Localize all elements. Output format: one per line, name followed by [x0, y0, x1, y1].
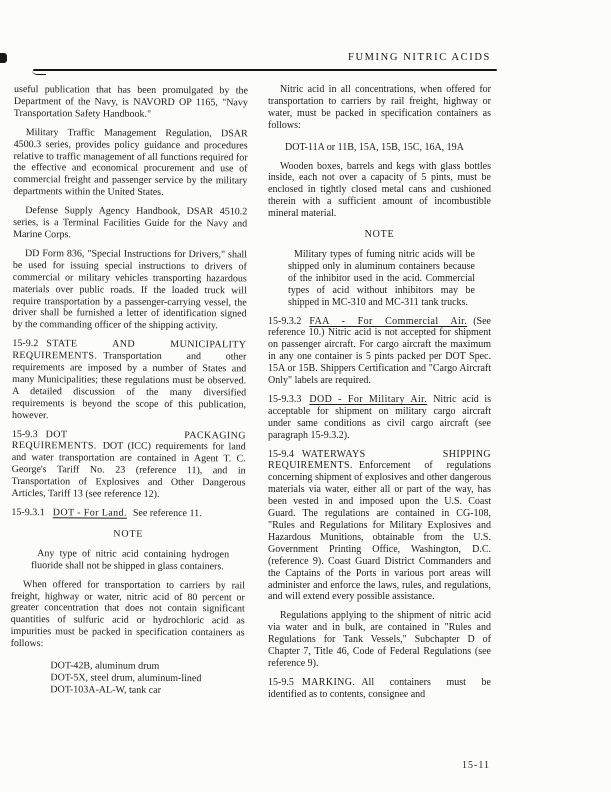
paragraph-defense-supply: Defense Supply Agency Handbook, DSAR 4510.2 series, is a Terminal Facilities Guide for the Navy and Marine Corps. — [13, 205, 248, 241]
list-item: DOT-42B, aluminum drum — [50, 660, 160, 672]
section-number: 15-9.3.1 — [11, 506, 45, 519]
paragraph-when-offered: When offered for transportation to carriers by rail freight, highway or water, nitric acid of 80 percent or greater concentration that does not contain significant quantities of sulfuric acid or hydrochloric acid as impurities must be packed in specification containers as follows: — [10, 578, 245, 650]
header-rule — [33, 69, 497, 71]
section-number: 15-9.4 — [268, 448, 294, 460]
section-number: 15-9.5 — [268, 676, 294, 688]
section-number: 15-9.2 — [12, 338, 39, 350]
section-number: 15-9.3 — [11, 428, 38, 440]
list-item: DOT-5X, steel drum, aluminum-lined — [50, 672, 202, 685]
page-number: 15-11 — [462, 760, 490, 771]
paragraph-regulations-tank-vessels: Regulations applying to the shipment of nitric acid via water and in bulk, are contained in "Rules and Regulations for Tank Vessels," Subchapter D of Chapter 7, Title 46, Code of Federal Regulations (see reference 9). — [268, 610, 491, 669]
right-column — [268, 84, 491, 701]
paragraph-military-traffic: Military Traffic Management Regulation, DSAR 4500.3 series, provides policy guidance and procedures relative to traffic management of all functions required for the effective and economical procurement and use of commercial freight and passenger service by the military departments within the United States. — [13, 126, 248, 199]
section-text: Transportation and other requirements are imposed by a number of States and many Municipalities; these regulations must be observed. A detailed discussion of the many diversified requirements is beyond the scope of this publication, however. — [11, 350, 247, 421]
section-title: FAA - For Commercial Air. — [309, 315, 468, 327]
section-15-9-3 — [11, 429, 245, 502]
section-text: Enforcement of regulations concerning shipment of explosives and other dangerous materials via water, either all or part of the way, has been vested in and imposed upon the U.S. Coast Guard. The regulations are contained in CG-108, "Rules and Regulations for Military Explosives and Hazardous Munitions, obtainable from the U.S. Government Printing Office, Washington, D.C. (reference 9). Coast Guard District Commanders and the Captains of the Ports in various port areas will administer and enforce the laws, rules, and regulations, and will extend every possible assistance. — [268, 460, 491, 603]
section-title: MARKING. — [301, 676, 356, 688]
section-15-9-3-2 — [268, 316, 491, 387]
note-label: NOTE — [364, 229, 395, 241]
section-title: DOT - For Land. — [52, 507, 127, 519]
section-15-9-2 — [12, 338, 247, 423]
section-15-9-3-1 — [11, 507, 245, 520]
paragraph-wooden-boxes: Wooden boxes, barrels and kegs with glass bottles inside, each not over a capacity of 5 pints, must be enclosed in tightly closed metal cans and cushioned therein with a sufficient amount of incombustible mineral material. — [268, 160, 491, 220]
section-text: See reference 11. — [132, 507, 202, 520]
note-text: Any type of nitric acid containing hydrogen fluoride shall not be shipped in glass containers. — [31, 547, 230, 573]
list-item: DOT-103A-AL-W, tank car — [50, 684, 161, 696]
section-15-9-4 — [268, 449, 491, 604]
section-title: DOT PACKAGING REQUIREMENTS. — [11, 428, 246, 452]
paragraph-useful-publication: useful publication that has been promulgated by the Department of the Navy, is NAVORD OP 1165, "Navy Transportation Safety Handbook." — [13, 84, 248, 120]
scan-artifact-blob — [0, 53, 7, 63]
container-spec-list — [50, 660, 244, 697]
note-label: NOTE — [113, 528, 144, 540]
paragraph-nitric-all-concentrations: Nitric acid in all concentrations, when offered for transportation to carriers by rail freight, highway or water, must be packed in specification containers as follows: — [268, 84, 491, 131]
paragraph-dd-form-836: DD Form 836, "Special Instructions for Drivers," shall be used for issuing special instructions to drivers of commercial or military vehicles transporting hazardous materials over public roads. If the loaded truck will require transportation by a passenger-carrying vessel, the driver shall be furnished a letter of identification signed by the commanding officer of the shipping activity. — [12, 247, 247, 332]
running-head: FUMING NITRIC ACIDS — [348, 52, 491, 63]
section-15-9-3-3 — [268, 394, 491, 442]
container-spec-line: DOT-11A or 11B, 15A, 15B, 15C, 16A, 19A — [285, 141, 464, 153]
section-text: Nitric acid is acceptable for shipment on military cargo aircraft under same conditions as civil cargo aircraft (see paragraph 15-9.3.2). — [268, 393, 491, 441]
note-text: Military types of fuming nitric acids will be shipped only in aluminum containers because of the inhibitor used in the acid. Commercial types of acid without inhibitors may be shipped in MC-310 and MC-311 tank trucks. — [288, 248, 475, 308]
section-text: All containers must be identified as to contents, consignee and — [268, 676, 491, 700]
section-title: STATE AND MUNICIPALITY REQUIREMENTS. — [12, 338, 247, 362]
section-title: DOD - For Military Air. — [309, 393, 428, 405]
section-15-9-5 — [268, 677, 491, 701]
left-column — [10, 84, 248, 697]
section-number: 15-9.3.3 — [268, 393, 302, 405]
section-text: (See reference 10.) Nitric acid is not accepted for shipment on passenger aircraft. For cargo aircraft the maximum in any one container is 5 pints packed per DOT Spec. 15A or 15B. Shippers Certification and "Cargo Aircraft Only" labels are required. — [268, 315, 491, 387]
section-text: DOT (ICC) requirements for land and water transportation are contained in Agent T. C. George's Tariff No. 23 (reference 11), and in Transportation of Explosives and Other Dangerous Articles, Tariff 13 (see reference 12). — [11, 441, 246, 500]
section-title: WATERWAYS SHIPPING REQUIREMENTS. — [268, 448, 491, 472]
section-number: 15-9.3.2 — [268, 315, 302, 327]
